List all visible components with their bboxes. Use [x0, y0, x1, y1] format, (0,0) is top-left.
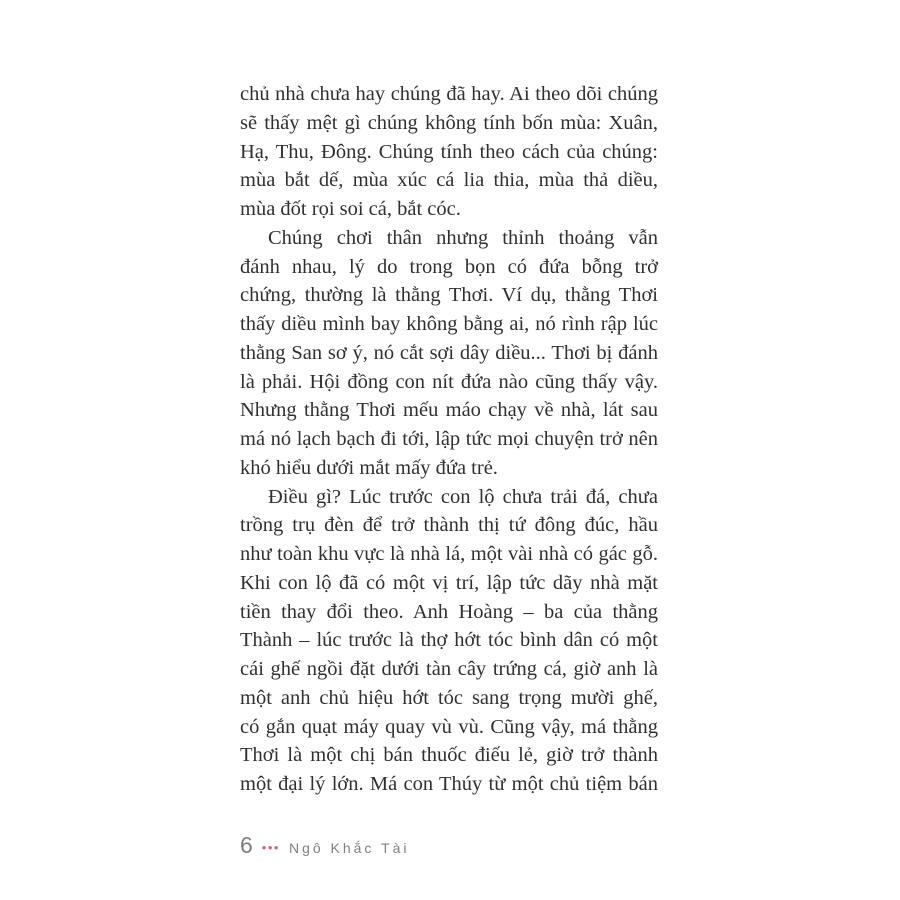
text-line: sẽ thấy mệt gì chúng không tính bốn mùa: Xuân,	[240, 111, 658, 134]
text-line: là phải. Hội đồng con nít đứa nào cũng thấy vậy.	[240, 370, 658, 393]
text-line: thằng San sơ ý, nó cắt sợi dây diều... Thơi bị đánh	[240, 341, 658, 364]
author-name: Ngô Khắc Tài	[288, 840, 410, 856]
text-line: đánh nhau, lý do trong bọn có đứa bỗng trở	[240, 255, 658, 278]
text-line: má nó lạch bạch đi tới, lập tức mọi chuyện trở nên	[240, 428, 658, 450]
text-line: chủ nhà chưa hay chúng đã hay. Ai theo dõi chúng	[240, 83, 658, 105]
text-line: Thơi là một chị bán thuốc điếu lẻ, giờ trở thành	[240, 744, 658, 767]
text-line: cái ghế ngồi đặt dưới tàn cây trứng cá, giờ anh là	[240, 658, 658, 680]
text-line: Chúng chơi thân nhưng thỉnh thoảng vẫn	[268, 226, 658, 249]
text-line: khó hiểu dưới mắt mấy đứa trẻ.	[240, 456, 498, 479]
text-line: một anh chủ hiệu hớt tóc sang trọng mười ghế,	[240, 686, 658, 709]
page-number: 6	[240, 832, 253, 858]
text-line: mùa đốt rọi soi cá, bắt cóc.	[240, 198, 461, 220]
text-line: tiền thay đổi theo. Anh Hoàng – ba của thằng	[240, 600, 658, 623]
page-footer	[240, 832, 410, 859]
text-line: Điều gì? Lúc trước con lộ chưa trải đá, chưa	[268, 485, 658, 508]
text-line: mùa bắt dế, mùa xúc cá lia thia, mùa thả diều,	[240, 169, 658, 192]
dots-separator-icon: •••	[261, 840, 280, 855]
text-line: Nhưng thằng Thơi mếu máo chạy về nhà, lát sau	[240, 399, 658, 422]
text-line: chứng, thường là thằng Thơi. Ví dụ, thằng Thơi	[240, 284, 658, 307]
text-line: Khi con lộ đã có một vị trí, lập tức dãy nhà mặt	[240, 571, 658, 594]
text-line: có gắn quạt máy quay vù vù. Cũng vậy, má thằng	[240, 715, 658, 738]
text-line: một đại lý lớn. Má con Thúy từ một chủ tiệm bán	[240, 773, 658, 795]
text-line: Thành – lúc trước là thợ hớt tóc bình dân có một	[240, 629, 658, 652]
text-line: thấy diều mình bay không bằng ai, nó rình rập lúc	[240, 313, 658, 335]
page-text	[240, 80, 658, 799]
text-line: trồng trụ đèn để trở thành thị tứ đông đúc, hầu	[240, 514, 658, 537]
text-line: Hạ, Thu, Đông. Chúng tính theo cách của chúng:	[240, 140, 658, 163]
text-line: như toàn khu vực là nhà lá, một vài nhà có gác gỗ.	[240, 543, 658, 565]
